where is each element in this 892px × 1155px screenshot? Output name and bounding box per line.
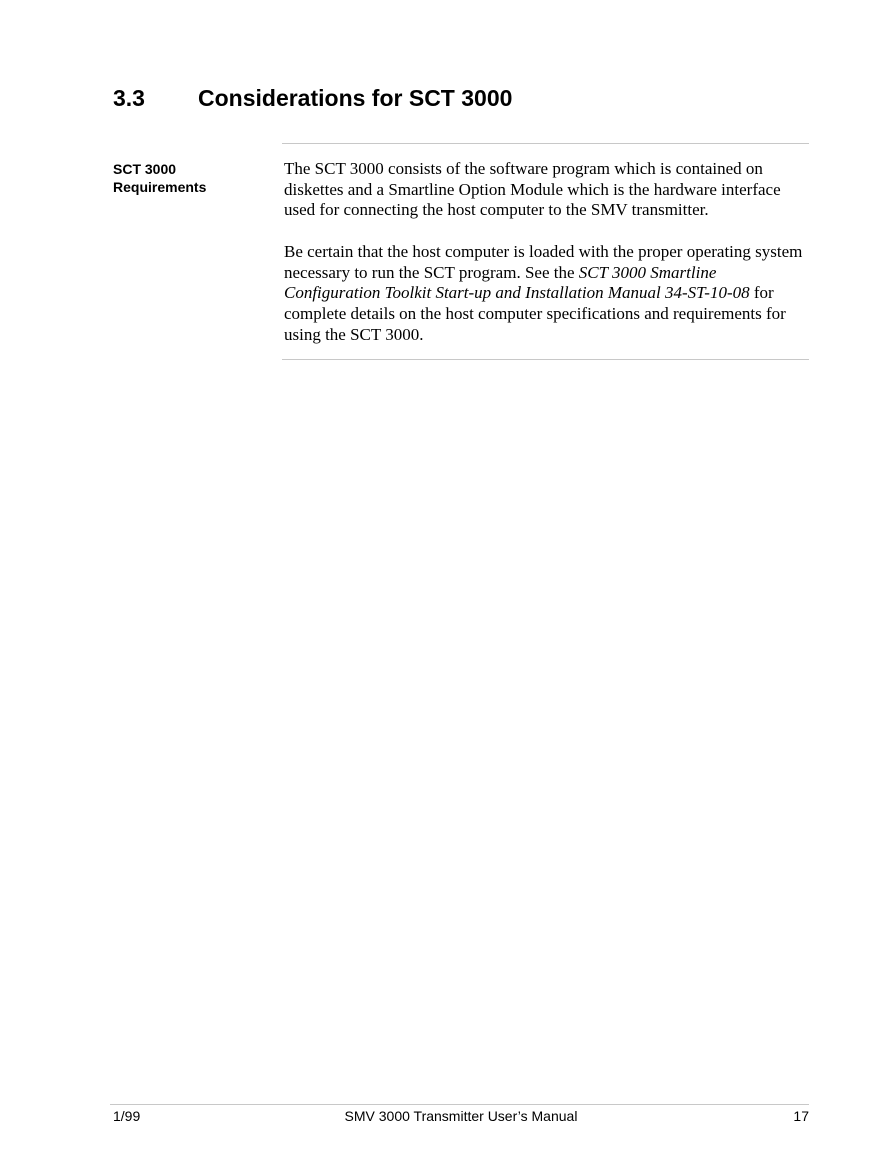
paragraph-1: The SCT 3000 consists of the software program which is contained on diskettes and a Smartline Option Module which is the hardware interface used for connecting the host computer to the SMV transmitter. [284, 159, 781, 220]
side-label [113, 160, 263, 196]
divider-top [282, 143, 809, 144]
paragraph-2-text-before: Be certain that the host computer is loaded with the proper operating system necessary to run the SCT program. See the [284, 241, 803, 282]
body-text [284, 159, 809, 366]
paragraph-2 [284, 242, 809, 346]
footer-title: SMV 3000 Transmitter User’s Manual [344, 1108, 578, 1124]
footer-divider [110, 1104, 809, 1105]
manual-reference: SCT 3000 Smartline Configuration Toolkit Start-up and Installation Manual 34-ST-10-08 [284, 262, 750, 303]
side-label-line-2: Requirements [113, 179, 207, 195]
section-heading [113, 84, 512, 112]
side-label-line-1: SCT 3000 [113, 161, 177, 177]
paragraph-2-text-after: for complete details on the host computer specifications and requirements for using the SCT 3000. [284, 283, 786, 344]
divider-bottom [282, 359, 809, 360]
page-number: 17 [793, 1108, 809, 1124]
section-number: 3.3 [113, 85, 145, 111]
section-title: Considerations for SCT 3000 [198, 85, 513, 111]
footer-date: 1/99 [113, 1108, 141, 1124]
